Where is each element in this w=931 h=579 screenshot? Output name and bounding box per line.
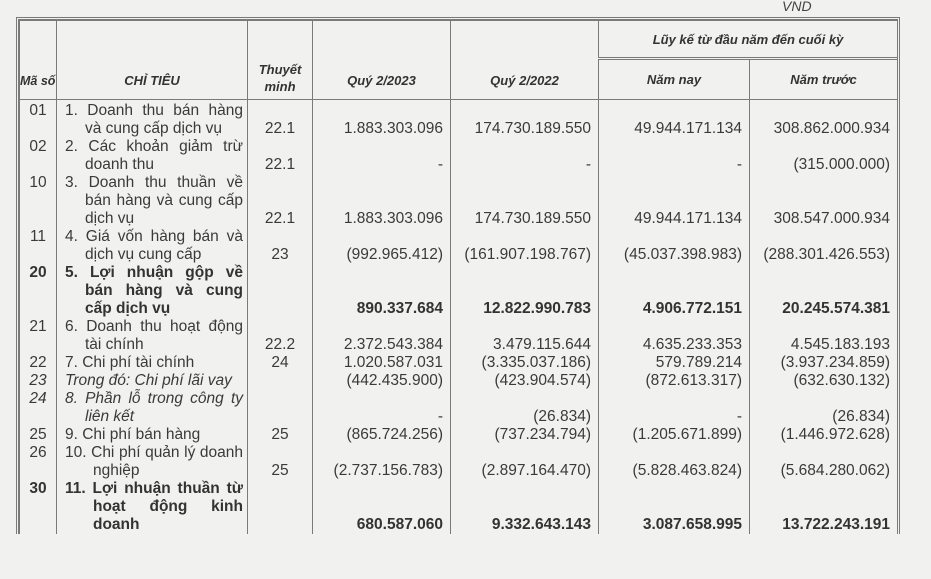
row-code: 20	[20, 264, 57, 318]
row-item-text: 10. Chi phí quản lý doanh nghiệp	[65, 444, 243, 479]
row-prior-year: (5.684.280.062)	[750, 444, 898, 480]
row-q2-2022: 174.730.189.550	[451, 174, 599, 228]
row-code: 11	[20, 228, 57, 264]
row-q2-2023: 680.587.060	[313, 480, 451, 534]
header-this-year: Năm nay	[599, 59, 750, 100]
header-ytd-group: Lũy kế từ đầu năm đến cuối kỳ	[599, 21, 898, 59]
table-row	[20, 354, 898, 372]
currency-unit-label: VND	[782, 0, 812, 14]
row-code: 30	[20, 480, 57, 534]
row-q2-2022: (3.335.037.186)	[451, 354, 599, 372]
row-prior-year: 13.722.243.191	[750, 480, 898, 534]
row-item	[57, 372, 248, 390]
row-q2-2023: (442.435.900)	[313, 372, 451, 390]
row-q2-2022: (737.234.794)	[451, 426, 599, 444]
row-q2-2023: 1.020.587.031	[313, 354, 451, 372]
row-item	[57, 264, 248, 318]
row-note: 23	[248, 228, 313, 264]
row-this-year: 579.789.214	[599, 354, 750, 372]
row-item	[57, 318, 248, 354]
header-code: Mã số	[20, 21, 57, 100]
header-q2-2023: Quý 2/2023	[313, 21, 451, 100]
row-code: 02	[20, 138, 57, 174]
row-this-year: 4.906.772.151	[599, 264, 750, 318]
row-item-text: 9. Chi phí bán hàng	[65, 426, 201, 443]
row-q2-2022: 3.479.115.644	[451, 318, 599, 354]
row-code: 10	[20, 174, 57, 228]
row-code: 21	[20, 318, 57, 354]
row-this-year: -	[599, 138, 750, 174]
row-item-text: 7. Chi phí tài chính	[65, 354, 195, 371]
table-row	[20, 480, 898, 534]
table-row	[20, 444, 898, 480]
row-item-text: 11. Lợi nhuận thuần từ hoạt động kinh doanh	[65, 480, 243, 533]
row-q2-2023: 2.372.543.384	[313, 318, 451, 354]
row-prior-year: (315.000.000)	[750, 138, 898, 174]
row-item-text: 3. Doanh thu thuần về bán hàng và cung cấp dịch vụ	[65, 174, 243, 227]
row-q2-2023: -	[313, 390, 451, 426]
table-row	[20, 426, 898, 444]
row-q2-2022: (423.904.574)	[451, 372, 599, 390]
row-item-text: 6. Doanh thu hoạt động tài chính	[65, 318, 243, 353]
row-this-year: 49.944.171.134	[599, 174, 750, 228]
row-q2-2023: 1.883.303.096	[313, 100, 451, 139]
row-q2-2022: 174.730.189.550	[451, 100, 599, 139]
row-note: 22.1	[248, 138, 313, 174]
table-row	[20, 390, 898, 426]
row-note: 22.1	[248, 100, 313, 139]
row-note	[248, 264, 313, 318]
row-prior-year: 308.547.000.934	[750, 174, 898, 228]
header-item: CHỈ TIÊU	[57, 21, 248, 100]
row-this-year: 49.944.171.134	[599, 100, 750, 139]
row-this-year: (5.828.463.824)	[599, 444, 750, 480]
table-row	[20, 138, 898, 174]
row-this-year: 4.635.233.353	[599, 318, 750, 354]
row-code: 26	[20, 444, 57, 480]
row-q2-2022: -	[451, 138, 599, 174]
row-q2-2023: (865.724.256)	[313, 426, 451, 444]
table-row	[20, 100, 898, 139]
row-item-text: 4. Giá vốn hàng bán và dịch vụ cung cấp	[65, 228, 243, 263]
row-item-text: 8. Phần lỗ trong công ty liên kết	[65, 390, 243, 425]
row-q2-2023: (2.737.156.783)	[313, 444, 451, 480]
row-q2-2023: 890.337.684	[313, 264, 451, 318]
header-q2-2022: Quý 2/2022	[451, 21, 599, 100]
row-prior-year: 4.545.183.193	[750, 318, 898, 354]
row-this-year: (45.037.398.983)	[599, 228, 750, 264]
row-q2-2022: (161.907.198.767)	[451, 228, 599, 264]
row-note: 22.2	[248, 318, 313, 354]
row-note	[248, 390, 313, 426]
row-prior-year: (3.937.234.859)	[750, 354, 898, 372]
row-prior-year: (26.834)	[750, 390, 898, 426]
row-note: 25	[248, 444, 313, 480]
row-prior-year: 20.245.574.381	[750, 264, 898, 318]
row-q2-2022: 12.822.990.783	[451, 264, 599, 318]
row-q2-2022: (2.897.164.470)	[451, 444, 599, 480]
row-item	[57, 426, 248, 444]
row-item	[57, 228, 248, 264]
row-item-text: 2. Các khoản giảm trừ doanh thu	[65, 138, 243, 173]
row-note: 24	[248, 354, 313, 372]
row-note: 22.1	[248, 174, 313, 228]
row-item	[57, 174, 248, 228]
table-row	[20, 228, 898, 264]
row-code: 25	[20, 426, 57, 444]
row-item	[57, 480, 248, 534]
row-code: 01	[20, 100, 57, 139]
row-q2-2022: (26.834)	[451, 390, 599, 426]
row-note: 25	[248, 426, 313, 444]
row-this-year: (1.205.671.899)	[599, 426, 750, 444]
row-item-text: 1. Doanh thu bán hàng và cung cấp dịch vụ	[65, 102, 243, 137]
income-statement-table	[16, 17, 900, 534]
row-item	[57, 390, 248, 426]
row-item	[57, 354, 248, 372]
row-this-year: 3.087.658.995	[599, 480, 750, 534]
row-q2-2023: -	[313, 138, 451, 174]
row-this-year: (872.613.317)	[599, 372, 750, 390]
table-row	[20, 318, 898, 354]
table-row	[20, 264, 898, 318]
row-code: 22	[20, 354, 57, 372]
row-item-text: 5. Lợi nhuận gộp về bán hàng và cung cấp dịch vụ	[65, 264, 243, 317]
row-prior-year: (1.446.972.628)	[750, 426, 898, 444]
row-q2-2023: 1.883.303.096	[313, 174, 451, 228]
row-prior-year: 308.862.000.934	[750, 100, 898, 139]
header-prior-year: Năm trước	[750, 59, 898, 100]
row-item	[57, 444, 248, 480]
row-item	[57, 100, 248, 139]
row-item-text: Trong đó: Chi phí lãi vay	[65, 372, 232, 389]
table-row	[20, 174, 898, 228]
row-note	[248, 480, 313, 534]
row-item	[57, 138, 248, 174]
header-note: Thuyết minh	[248, 21, 313, 100]
row-this-year: -	[599, 390, 750, 426]
table-row	[20, 372, 898, 390]
row-q2-2022: 9.332.643.143	[451, 480, 599, 534]
row-code: 23	[20, 372, 57, 390]
row-code: 24	[20, 390, 57, 426]
row-q2-2023: (992.965.412)	[313, 228, 451, 264]
row-note	[248, 372, 313, 390]
row-prior-year: (632.630.132)	[750, 372, 898, 390]
row-prior-year: (288.301.426.553)	[750, 228, 898, 264]
